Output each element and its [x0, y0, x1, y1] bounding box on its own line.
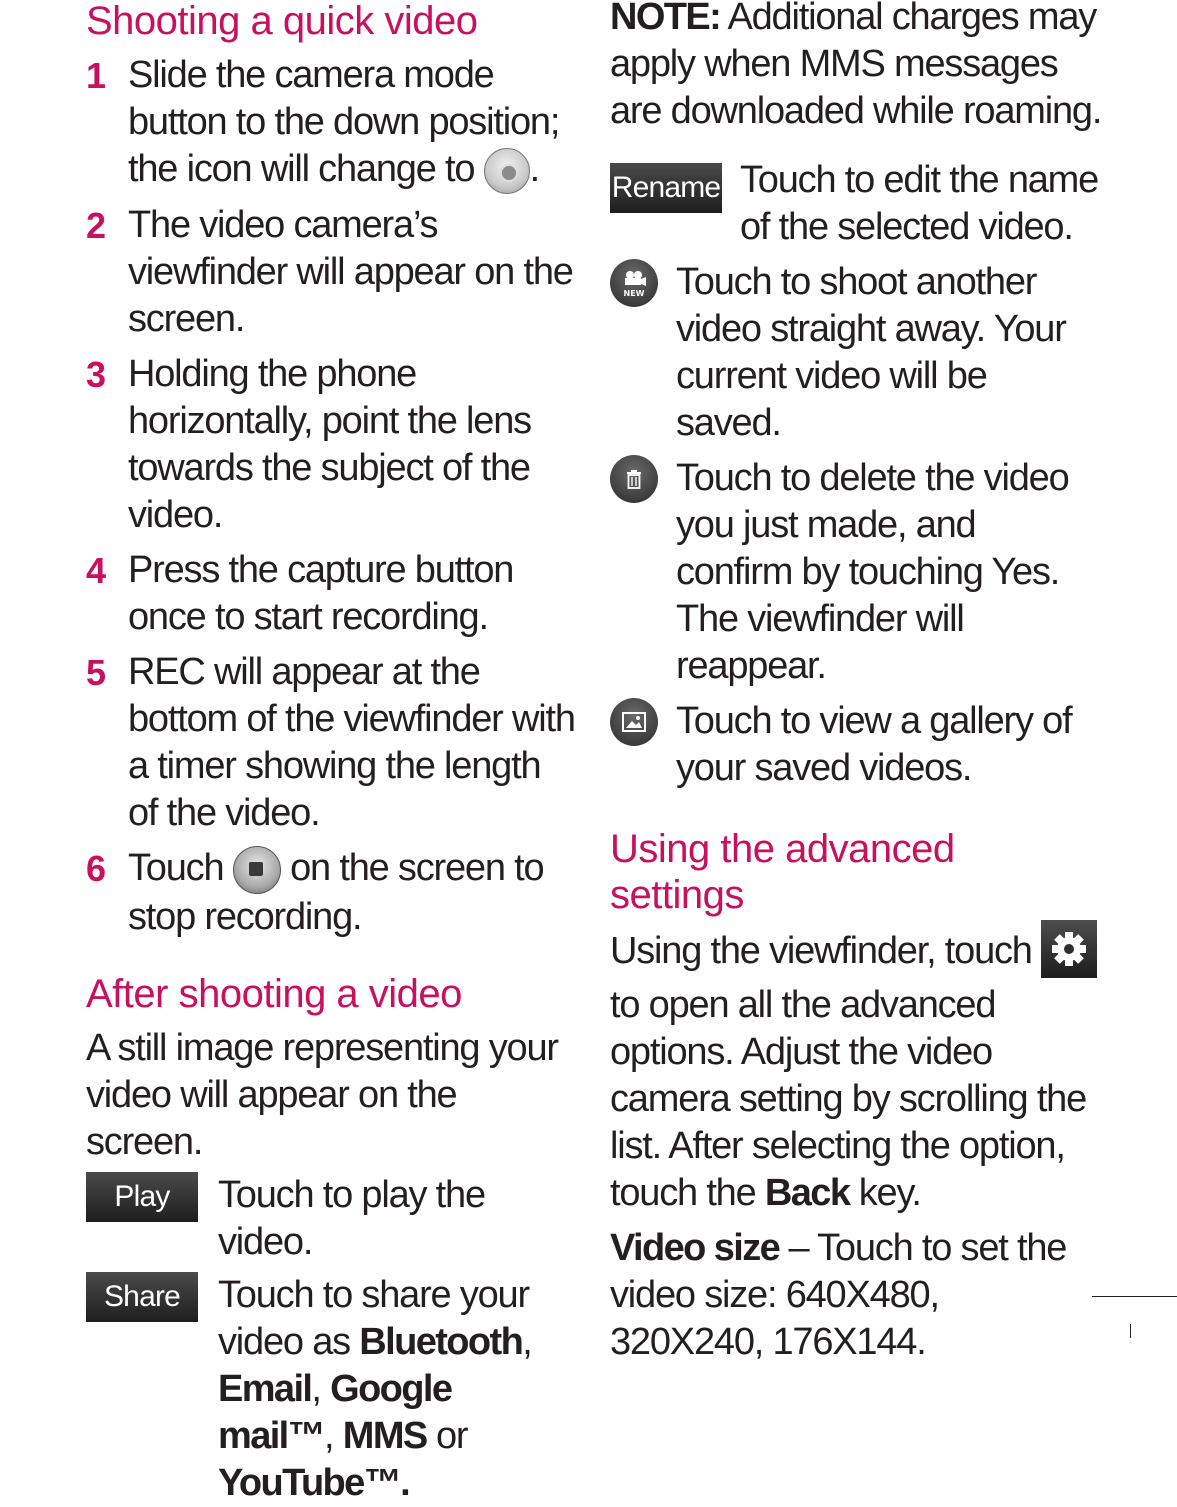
video-size-text [610, 1225, 1090, 1366]
gallery-description: Touch to view a gallery of your saved videos. [676, 700, 1072, 789]
share-desc-start: Touch to share your video as [218, 1273, 529, 1363]
advanced-settings-text [610, 924, 1110, 1217]
back-key-label: Back [764, 1172, 850, 1214]
step-text: Holding the phone horizontally, point the lens towards the subject of the video. [128, 352, 531, 536]
share-description [218, 1272, 558, 1507]
play-button: Play [86, 1172, 198, 1222]
youtube-label: YouTube™. [218, 1461, 410, 1504]
share-button: Share [86, 1272, 198, 1322]
after-shooting-intro: A still image representing your video will appear on the screen. [86, 1026, 558, 1163]
footer-tick [1130, 1324, 1131, 1338]
step-text: Touch [128, 846, 233, 889]
step-6 [86, 845, 576, 941]
email-label: Email [218, 1367, 312, 1410]
heading-shooting-quick-video: Shooting a quick video [86, 0, 478, 43]
new-video-camera-icon [610, 259, 658, 307]
new-video-description: Touch to shoot another video straight away. Your current video will be saved. [676, 261, 1066, 444]
step-text: REC will appear at the bottom of the viewfinder with a timer showing the length of the video. [128, 650, 575, 834]
google-mail-label: Google mail™ [218, 1367, 452, 1457]
gallery-row [610, 698, 1110, 792]
gallery-icon [610, 698, 658, 746]
bluetooth-label: Bluetooth [359, 1320, 523, 1363]
share-comma: , [311, 1367, 331, 1410]
advanced-text-end: key. [849, 1172, 921, 1214]
video-size-desc: – Touch to set the video size: 640X480, 320X240, 176X144. [610, 1227, 1067, 1363]
step-number: 2 [86, 204, 105, 246]
advanced-text-middle: to open all the advanced options. Adjust the video camera setting by scrolling the list. After selecting the option, touch the [610, 984, 1087, 1214]
step-number: 1 [86, 55, 105, 96]
trash-icon [610, 455, 658, 503]
rename-button: Rename [610, 163, 722, 213]
steps-list [86, 52, 576, 941]
right-column [610, 0, 1110, 1366]
rename-row [610, 157, 1110, 251]
step-text-end: . [529, 148, 540, 190]
step-3 [86, 351, 576, 539]
camera-mode-icon [484, 148, 530, 194]
step-text: Slide the camera mode button to the down position; the icon will change to [128, 54, 560, 190]
share-or: or [426, 1414, 468, 1457]
share-row [86, 1272, 576, 1507]
heading-advanced-settings: Using the advanced settings [610, 827, 955, 917]
delete-row [610, 455, 1110, 690]
share-comma: , [324, 1414, 334, 1457]
delete-description: Touch to delete the video you just made, and confirm by touching Yes. The viewfinder will reappear. [676, 457, 1069, 687]
left-column [86, 0, 576, 1507]
step-4 [86, 547, 576, 641]
step-number: 4 [86, 549, 105, 591]
step-text-end: on the screen to stop recording. [128, 846, 544, 938]
step-5 [86, 649, 576, 837]
step-text: Press the capture button once to start recording. [128, 548, 514, 638]
settings-gear-icon [1041, 920, 1097, 978]
step-number: 6 [86, 847, 105, 889]
step-1 [86, 52, 576, 194]
step-2 [86, 202, 576, 343]
share-comma: , [522, 1320, 532, 1363]
play-description: Touch to play the video. [218, 1173, 485, 1263]
step-text: The video camera’s viewfinder will appear on the screen. [128, 203, 573, 340]
advanced-text-start: Using the viewfinder, touch [610, 930, 1042, 973]
heading-after-shooting: After shooting a video [86, 971, 462, 1016]
video-size-label: Video size [610, 1227, 780, 1269]
note-label: NOTE: [610, 0, 721, 38]
note-text: Additional charges may apply when MMS messages are downloaded while roaming. [610, 0, 1102, 132]
play-row [86, 1172, 576, 1266]
mms-label: MMS [342, 1414, 427, 1457]
note [610, 0, 1110, 135]
step-number: 5 [86, 651, 105, 693]
step-number: 3 [86, 353, 105, 395]
new-video-row [610, 259, 1110, 447]
footer-rule [1092, 1296, 1177, 1297]
stop-record-icon [233, 846, 281, 894]
rename-description: Touch to edit the name of the selected video. [740, 159, 1099, 248]
new-badge: NEW [623, 289, 645, 298]
